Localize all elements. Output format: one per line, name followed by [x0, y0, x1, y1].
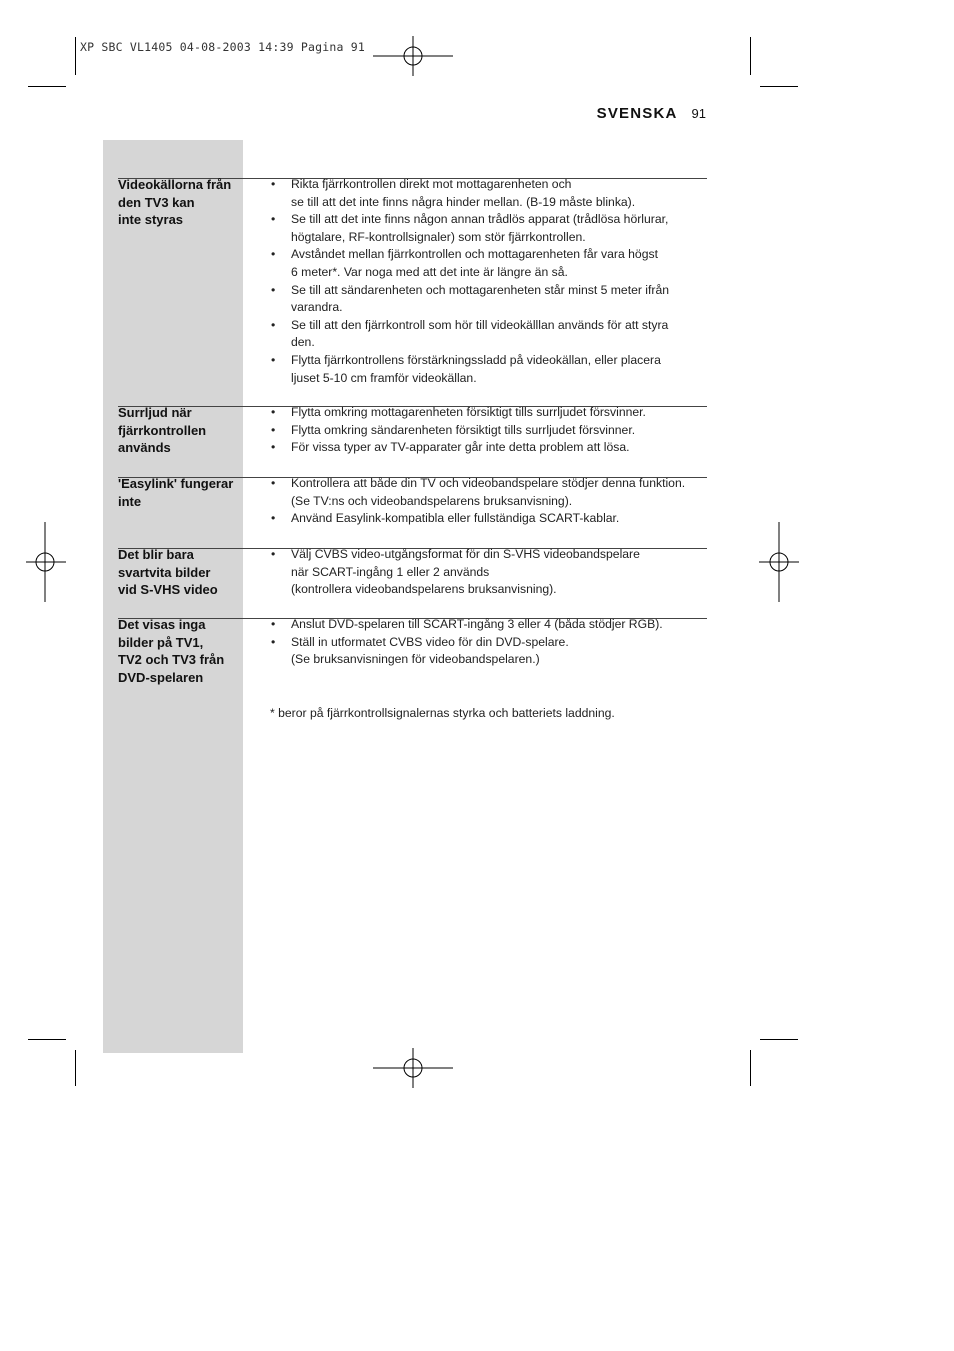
problem-heading-line: Det blir bara: [118, 547, 194, 562]
language-label: SVENSKA: [596, 105, 678, 122]
problem-heading: [118, 475, 246, 510]
problem-heading: [118, 616, 246, 686]
solution-text-line: Flytta fjärrkontrollens förstärkningssladd på videokällan, eller placera: [291, 352, 661, 367]
problem-heading-line: Videokällorna från: [118, 177, 232, 192]
solution-list: [270, 176, 710, 387]
solution-item: [270, 352, 710, 387]
solution-text-line: Rikta fjärrkontrollen direkt mot mottagarenheten och: [291, 177, 572, 191]
solution-list: [270, 616, 710, 669]
solution-text-line: Se till att det inte finns någon annan trådlös apparat (trådlösa hörlurar,: [291, 212, 669, 227]
solution-text-line: Använd Easylink-kompatibla eller fullständiga SCART-kablar.: [291, 511, 620, 526]
problem-heading-line: DVD-spelaren: [118, 669, 204, 685]
problem-heading-line: Surrljud när: [118, 405, 192, 420]
solution-text-line: se till att det inte finns några hinder mellan. (B-19 måste blinka).: [291, 194, 636, 209]
bullet-icon: •: [271, 405, 276, 419]
problem-heading-line: Det visas inga: [118, 617, 206, 632]
bullet-icon: •: [271, 476, 276, 490]
registration-mark-right: [759, 522, 799, 602]
print-slug: XP SBC VL1405 04-08-2003 14:39 Pagina 91: [80, 40, 365, 54]
crop-mark: [75, 1050, 76, 1086]
solution-text-line: högtalare, RF-kontrollsignaler) som stör fjärrkontrollen.: [291, 229, 586, 244]
solution-text-line: (Se bruksanvisningen för videobandspelaren.): [291, 652, 540, 667]
problem-heading-line: inte styras: [118, 212, 184, 228]
solution-text-line: 6 meter*. Var noga med att det inte är längre än så.: [291, 264, 568, 279]
crop-mark: [28, 1039, 66, 1040]
bullet-icon: •: [271, 212, 276, 227]
solution-text-line: (kontrollera videobandspelarens bruksanvisning).: [291, 582, 557, 597]
bullet-icon: •: [271, 511, 276, 526]
solution-text-line: Anslut DVD-spelaren till SCART-ingång 3 eller 4 (båda stödjer RGB).: [291, 617, 663, 631]
solution-text-line: Välj CVBS video-utgångsformat för din S-VHS videobandspelare: [291, 547, 640, 561]
solution-list: [270, 546, 710, 599]
problem-heading-line: används: [118, 440, 171, 456]
crop-mark: [28, 86, 66, 87]
registration-mark-left: [26, 522, 66, 602]
problem-heading-line: inte: [118, 493, 142, 509]
bullet-icon: •: [271, 352, 276, 367]
bullet-icon: •: [271, 247, 276, 262]
problem-heading-line: TV2 och TV3 från: [118, 652, 225, 668]
solution-list: [270, 404, 710, 457]
solution-list: [270, 475, 710, 528]
crop-mark: [75, 37, 76, 75]
solution-text-line: den.: [291, 335, 315, 350]
problem-heading-line: fjärrkontrollen: [118, 422, 207, 438]
page-number: 91: [691, 106, 706, 121]
crop-mark: [750, 1050, 751, 1086]
solution-item: [270, 246, 710, 281]
bullet-icon: •: [271, 317, 276, 332]
bullet-icon: •: [271, 547, 276, 561]
solution-text-line: Kontrollera att både din TV och videobandspelare stödjer denna funktion.: [291, 476, 686, 490]
solution-item: [270, 422, 710, 440]
problem-heading: [118, 404, 246, 457]
solution-item: [270, 475, 710, 510]
crop-mark: [760, 86, 798, 87]
solution-text-line: Ställ in utformatet CVBS video för din DVD-spelare.: [291, 634, 569, 649]
solution-text-line: när SCART-ingång 1 eller 2 används: [291, 564, 490, 579]
problem-heading-line: 'Easylink' fungerar: [118, 476, 234, 491]
solution-item: [270, 510, 710, 528]
bullet-icon: •: [271, 617, 276, 631]
solution-item: [270, 616, 710, 634]
solution-item: [270, 282, 710, 317]
solution-item: [270, 317, 710, 352]
page-header: [597, 105, 706, 122]
solution-text-line: ljuset 5-10 cm framför videokällan.: [291, 370, 477, 385]
bullet-icon: •: [271, 422, 276, 437]
problem-heading-line: svartvita bilder: [118, 564, 211, 580]
solution-text-line: För vissa typer av TV-apparater går inte detta problem att lösa.: [291, 440, 630, 455]
problem-heading: [118, 546, 246, 599]
solution-item: [270, 634, 710, 669]
solution-text-line: (Se TV:ns och videobandspelarens bruksanvisning).: [291, 493, 573, 508]
bullet-icon: •: [271, 177, 276, 191]
solution-text-line: Se till att den fjärrkontroll som hör till videokälllan används för att styra: [291, 317, 669, 332]
footnote: * beror på fjärrkontrollsignalernas styrka och batteriets laddning.: [270, 706, 615, 720]
solution-item: [270, 546, 710, 599]
registration-mark-top: [373, 36, 453, 76]
bullet-icon: •: [271, 282, 276, 297]
bullet-icon: •: [271, 440, 276, 455]
registration-mark-bottom: [373, 1048, 453, 1088]
solution-text-line: Avståndet mellan fjärrkontrollen och mottagarenheten får vara högst: [291, 247, 658, 262]
problem-heading: [118, 176, 246, 229]
crop-mark: [760, 1039, 798, 1040]
problem-heading-line: bilder på TV1,: [118, 634, 204, 650]
crop-mark: [750, 37, 751, 75]
solution-text-line: Se till att sändarenheten och mottagarenheten står minst 5 meter ifrån: [291, 282, 670, 297]
solution-item: [270, 404, 710, 422]
problem-heading-line: den TV3 kan: [118, 194, 195, 210]
solution-item: [270, 211, 710, 246]
problem-heading-line: vid S-VHS video: [118, 582, 218, 598]
solution-item: [270, 439, 710, 457]
solution-text-line: varandra.: [291, 300, 343, 315]
solution-text-line: Flytta omkring mottagarenheten försiktigt tills surrljudet försvinner.: [291, 405, 646, 419]
bullet-icon: •: [271, 634, 276, 649]
solution-item: [270, 176, 710, 211]
solution-text-line: Flytta omkring sändarenheten försiktigt tills surrljudet försvinner.: [291, 422, 636, 437]
